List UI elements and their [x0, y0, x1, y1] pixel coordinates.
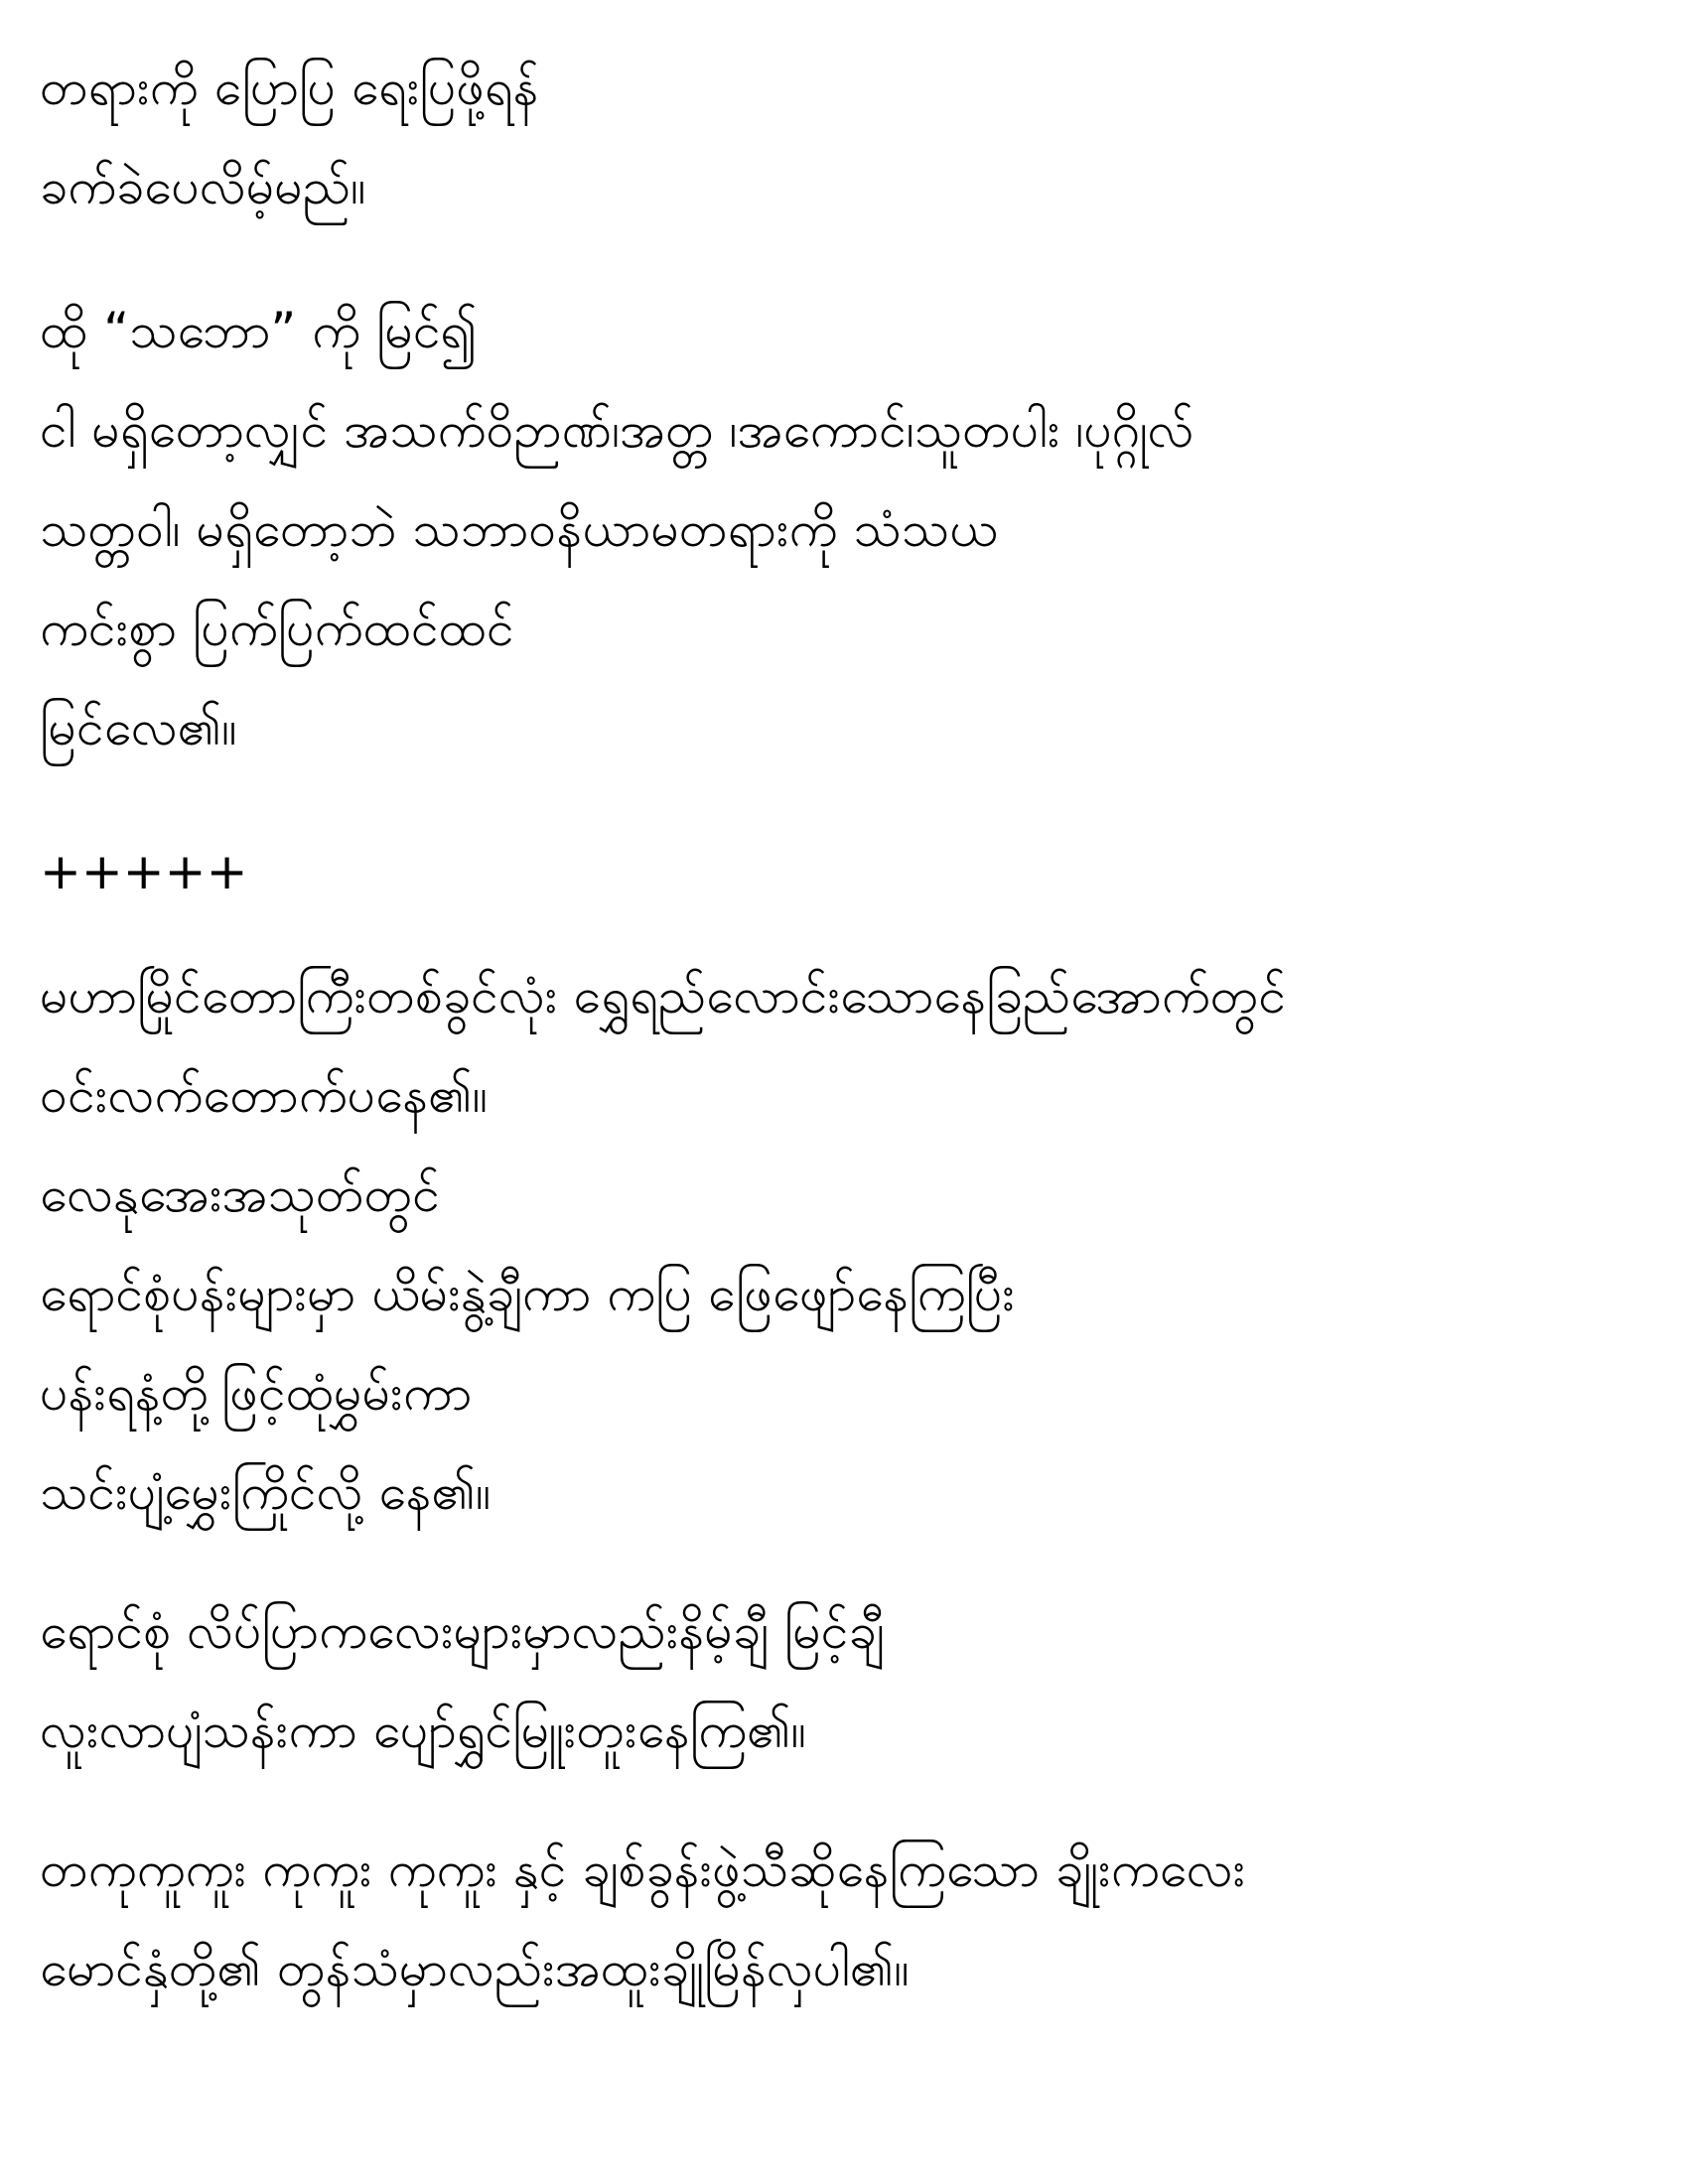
text-line: ရောင်စုံ လိပ်ပြာကလေးများမှာလည်းနိမ့်ချီ မြင့်ချီ [40, 1602, 885, 1660]
text-line: သတ္တဝါ၊ မရှိတော့ဘဲ သဘာဝနိယာမတရားကို သံသယ [40, 500, 998, 558]
text-line: မဟာမြိုင်တောကြီးတစ်ခွင်လုံး ရွှေရည်လောင်းသောနေခြည်အောက်တွင် [40, 967, 1287, 1024]
text-line: မောင်နှံတို့၏ တွန်သံမှာလည်းအထူးချိုမြိန်လှပါ၏။ [40, 1940, 910, 1997]
text-line: လူးလာပျံသန်းကာ ပျော်ရွှင်မြူးတူးနေကြ၏။ [40, 1702, 806, 1759]
text-line: မြင်လေ၏။ [40, 699, 237, 756]
text-line: တရားကို ပြောပြ ရေးပြဖို့ရန် [40, 59, 539, 116]
text-line: တကုကူကူး ကုကူး ကုကူး နှင့် ချစ်ခွန်းဖွဲ့သီဆိုနေကြသော ချိုးကလေး [40, 1841, 1246, 1898]
text-line: ပန်းရနံ့တို့ဖြင့်ထုံမွှမ်းကာ [40, 1364, 473, 1422]
text-line: ဝင်းလက်တောက်ပနေ၏။ [40, 1066, 488, 1124]
text-line: ထို “သဘော” ကို မြင်၍ [40, 302, 479, 359]
text-line: ရောင်စုံပန်းများမှာ ယိမ်းနွဲ့ချီကာ ကပြ ဖြေဖျော်နေကြပြီး [40, 1265, 1016, 1322]
text-line: သင်းပျံ့မွှေးကြိုင်လို့ နေ၏။ [40, 1463, 492, 1521]
text-line: ငါ မရှိတော့လျှင် အသက်ဝိဉာဏ်၊အတ္တ ၊အကောင်၊သူတပါး ၊ပုဂ္ဂိုလ် [40, 401, 1195, 459]
text-line: ခက်ခဲပေလိမ့်မည်။ [40, 158, 366, 215]
text-line: လေနုအေးအသုတ်တွင် [40, 1165, 440, 1223]
text-line: ကင်းစွာ ပြက်ပြက်ထင်ထင် [40, 600, 514, 657]
section-separator: +++++ [40, 843, 248, 900]
